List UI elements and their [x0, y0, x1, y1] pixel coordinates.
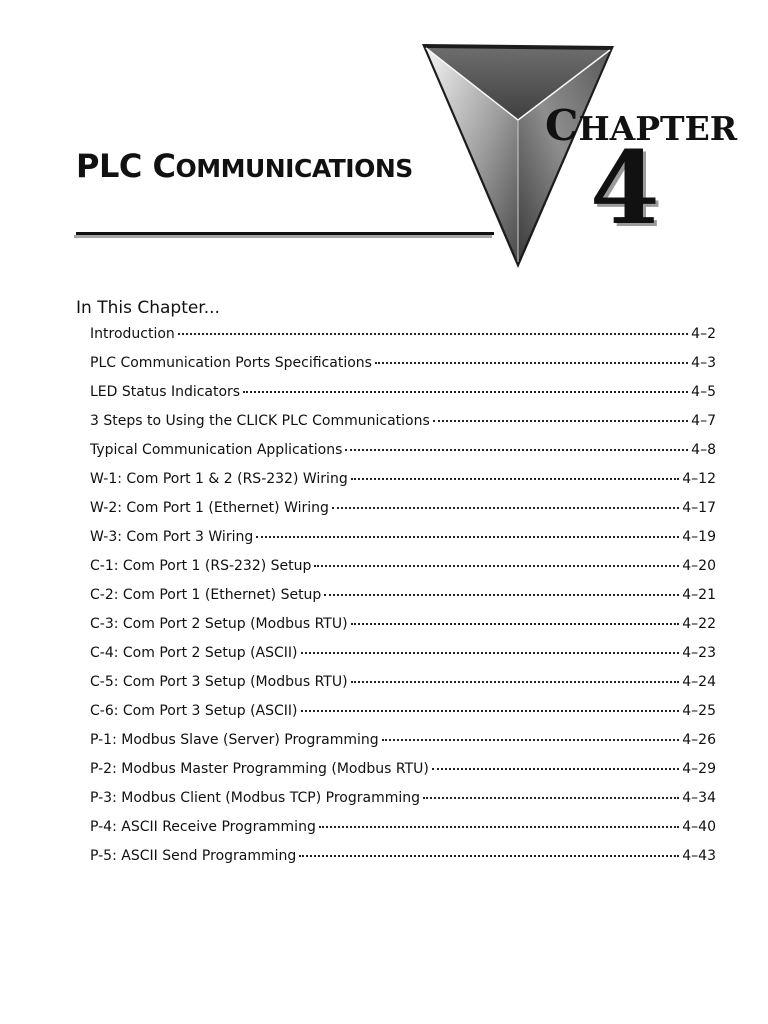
- toc-entry-page: 4–5: [691, 384, 716, 400]
- toc-entry-page: 4–29: [682, 761, 716, 777]
- toc-entry-title: C-1: Com Port 1 (RS-232) Setup: [90, 558, 312, 574]
- toc-entry-page: 4–21: [682, 587, 716, 603]
- toc-entry-title: P-5: ASCII Send Programming: [90, 848, 297, 864]
- toc-dot-leader: [351, 623, 680, 625]
- toc-entry-page: 4–7: [691, 413, 716, 429]
- toc-entry-title: P-2: Modbus Master Programming (Modbus RTU): [90, 761, 429, 777]
- toc-entry-title: PLC Communication Ports Specifications: [90, 355, 372, 371]
- toc-entry[interactable]: [90, 848, 716, 877]
- toc-entry-page: 4–8: [691, 442, 716, 458]
- toc-entry-page: 4–40: [682, 819, 716, 835]
- toc-dot-leader: [345, 449, 688, 451]
- chapter-label-part: C: [545, 101, 579, 150]
- toc-entry-page: 4–12: [682, 471, 716, 487]
- toc-dot-leader: [243, 391, 688, 393]
- toc-entry[interactable]: [90, 616, 716, 645]
- toc-entry-title: P-1: Modbus Slave (Server) Programming: [90, 732, 379, 748]
- toc-entry-title: W-3: Com Port 3 Wiring: [90, 529, 254, 545]
- chapter-label-part: HAPTER: [578, 109, 738, 148]
- toc-entry-page: 4–43: [682, 848, 716, 864]
- toc-dot-leader: [319, 826, 679, 828]
- toc-entry-title: W-2: Com Port 1 (Ethernet) Wiring: [90, 500, 329, 516]
- toc-dot-leader: [375, 362, 688, 364]
- toc-entry-title: P-3: Modbus Client (Modbus TCP) Programming: [90, 790, 420, 806]
- toc-dot-leader: [332, 507, 679, 509]
- toc-entry[interactable]: [90, 442, 716, 471]
- chapter-title-part: OMMUNICATIONS: [175, 154, 413, 183]
- toc-entry-page: 4–2: [691, 326, 716, 342]
- toc-entry[interactable]: [90, 413, 716, 442]
- toc-dot-leader: [301, 652, 680, 654]
- toc-entry[interactable]: [90, 326, 716, 355]
- toc-entry-page: 4–19: [682, 529, 716, 545]
- toc-entry-title: C-5: Com Port 3 Setup (Modbus RTU): [90, 674, 348, 690]
- toc-dot-leader: [351, 681, 680, 683]
- toc-heading: In This Chapter...: [76, 298, 220, 318]
- toc-entry-page: 4–17: [682, 500, 716, 516]
- toc-entry[interactable]: [90, 819, 716, 848]
- toc-dot-leader: [351, 478, 680, 480]
- toc-entry[interactable]: [90, 355, 716, 384]
- toc-entry[interactable]: [90, 790, 716, 819]
- toc-entry[interactable]: [90, 761, 716, 790]
- toc-entry-title: C-3: Com Port 2 Setup (Modbus RTU): [90, 616, 348, 632]
- toc-entry-title: C-4: Com Port 2 Setup (ASCII): [90, 645, 298, 661]
- chapter-number: 4: [590, 129, 660, 247]
- toc-entry-page: 4–26: [682, 732, 716, 748]
- toc-entry[interactable]: [90, 674, 716, 703]
- toc-entry-title: W-1: Com Port 1 & 2 (RS-232) Wiring: [90, 471, 348, 487]
- toc-entry-title: C-2: Com Port 1 (Ethernet) Setup: [90, 587, 322, 603]
- toc-entry[interactable]: [90, 471, 716, 500]
- toc-entry-page: 4–34: [682, 790, 716, 806]
- toc-entry-title: Introduction: [90, 326, 175, 342]
- toc-entry[interactable]: [90, 558, 716, 587]
- toc-dot-leader: [423, 797, 679, 799]
- toc-dot-leader: [314, 565, 679, 567]
- toc-entry-page: 4–24: [682, 674, 716, 690]
- toc-entry-title: 3 Steps to Using the CLICK PLC Communications: [90, 413, 430, 429]
- toc-entry-title: Typical Communication Applications: [90, 442, 343, 458]
- toc-entry[interactable]: [90, 645, 716, 674]
- toc-entry-page: 4–23: [682, 645, 716, 661]
- toc-entry-title: LED Status Indicators: [90, 384, 241, 400]
- toc-dot-leader: [432, 768, 679, 770]
- toc-entry[interactable]: [90, 384, 716, 413]
- toc-entry-title: C-6: Com Port 3 Setup (ASCII): [90, 703, 298, 719]
- chapter-title: [76, 147, 413, 185]
- toc-entry-page: 4–3: [691, 355, 716, 371]
- toc-dot-leader: [301, 710, 680, 712]
- toc-dot-leader: [299, 855, 679, 857]
- toc-entry[interactable]: [90, 500, 716, 529]
- toc-dot-leader: [382, 739, 680, 741]
- toc-entry-page: 4–20: [682, 558, 716, 574]
- toc-entry-page: 4–22: [682, 616, 716, 632]
- toc-dot-leader: [256, 536, 679, 538]
- chapter-title-part: PLC C: [76, 147, 176, 185]
- toc-entry[interactable]: [90, 587, 716, 616]
- toc-entry[interactable]: [90, 529, 716, 558]
- toc-entry-title: P-4: ASCII Receive Programming: [90, 819, 316, 835]
- toc-dot-leader: [178, 333, 688, 335]
- toc-entry[interactable]: [90, 703, 716, 732]
- toc-dot-leader: [433, 420, 688, 422]
- toc-list: [90, 326, 716, 877]
- toc-entry-page: 4–25: [682, 703, 716, 719]
- toc-entry[interactable]: [90, 732, 716, 761]
- toc-dot-leader: [324, 594, 679, 596]
